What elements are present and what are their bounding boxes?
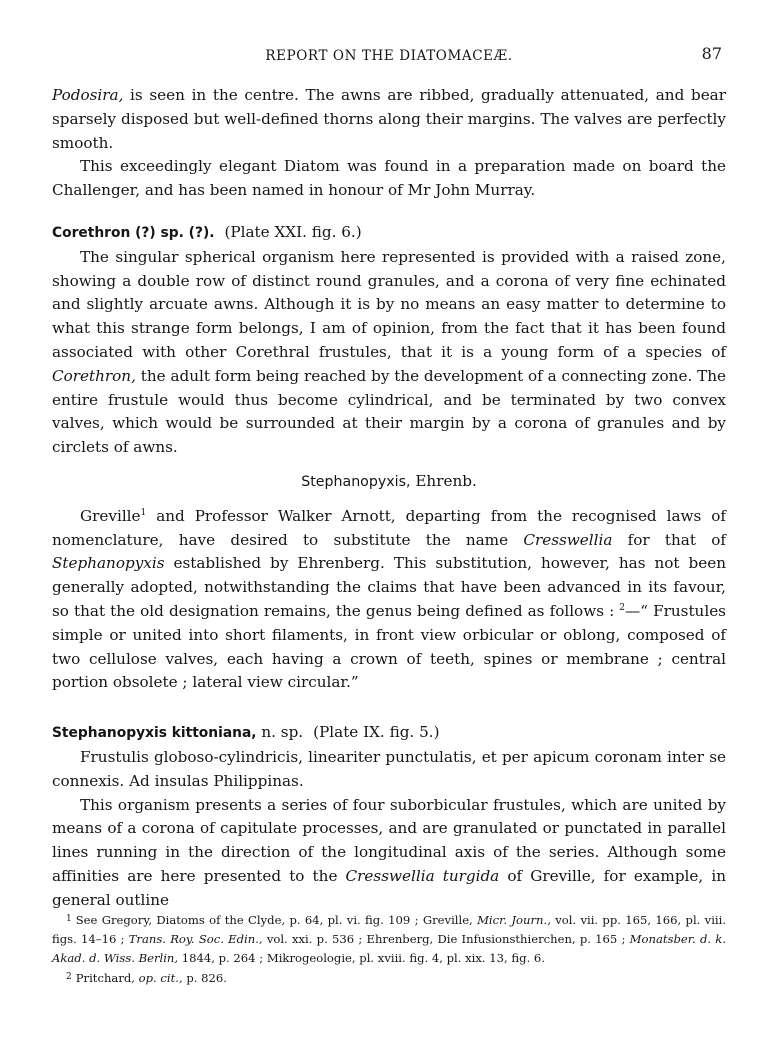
running-header [52, 44, 726, 68]
footnote-text: vol. xxi. p. 536 ; Ehrenberg, Die Infusionsthierchen, p. 165 ; [262, 932, 630, 946]
corethron-description [52, 246, 726, 460]
murray-paragraph-1 [52, 84, 726, 155]
taxon-cresswellia: Cresswellia [523, 530, 613, 549]
kittoniana-latin-diagnosis: Frustulis globoso-cylindricis, lineariter punctulatis, et per apicum coronam inter se connexis. Ad insulas Philippinas. [52, 747, 726, 790]
taxon-corethron: Corethron, [52, 366, 136, 385]
footnote-italic: Monatsber. d. k. Akad. d. Wiss. Berlin, [52, 932, 727, 965]
paragraph-text: This organism presents a series of four suborbicular frustules, which are united by means of a corona of capitulate processes, and are granulated or punctated in parallel lines running in the direction of the longitudinal axis of the series. Although some affinities are here presented to the [52, 795, 726, 885]
paragraph-text: for that of [612, 530, 726, 549]
plate-reference: (Plate XXI. fig. 6.) [224, 222, 362, 241]
footnote-italic: op. cit., [138, 971, 183, 985]
paragraph-text: established by Ehrenberg. This substitution, however, has not been generally adopted, notwithstanding the claims that have been advanced in its favour, so that the old designation remains, the genus being defined as follows : [52, 554, 726, 620]
paragraph-text: the adult form being reached by the development of a connecting zone. The entire frustule would thus become cylindrical, and be terminated by two convex valves, which would be surrounded at their margin by a corona of granules and by circlets of awns. [52, 366, 726, 457]
footnote-ref-2: 2 [619, 602, 626, 613]
footnote-ref-1: 1 [140, 507, 147, 518]
footnote-mark: 2 [66, 972, 72, 982]
species-heading-kittoniana [52, 721, 726, 746]
paragraph-text: Greville [80, 506, 141, 525]
footnotes [52, 910, 726, 988]
kittoniana-description [52, 794, 726, 913]
species-name: Stephanopyxis kittoniana, [52, 725, 257, 742]
main-text [52, 84, 726, 913]
species-suffix: n. sp. [256, 723, 304, 742]
page-number: 87 [701, 44, 722, 63]
stephanopyxis-description [52, 505, 726, 695]
taxon-stephanopyxis: Stephanopyxis [52, 554, 165, 573]
footnote-text: See Gregory, Diatoms of the Clyde, p. 64, pl. vi. fig. 109 ; Greville, [75, 913, 478, 927]
genus-author: Ehrenb. [410, 471, 477, 490]
species-heading-corethron [52, 221, 726, 246]
footnote-italic: Trans. Roy. Soc. Edin., [128, 932, 263, 946]
taxon-cresswellia-turgida: Cresswellia turgida [345, 866, 500, 885]
footnote-mark: 1 [66, 914, 72, 924]
paragraph-text: —“ Frustules simple or united into short filaments, in front view orbicular or oblong, composed of two cellulose valves, each having a crown of teeth, spines or membrane ; central portion obsolete ; lateral view circular.” [52, 601, 726, 692]
footnote-italic: Micr. Journ., [477, 913, 551, 927]
footnote-text: p. 826. [182, 971, 227, 985]
running-title: REPORT ON THE DIATOMACEÆ. [265, 48, 513, 64]
murray-paragraph-2: This exceedingly elegant Diatom was found in a preparation made on board the Challenger, and has been named in honour of Mr John Murray. [52, 157, 726, 200]
paragraph-text: The singular spherical organism here represented is provided with a raised zone, showing a double row of distinct round granules, and a corona of very fine echinated and slightly arcuate awns. Although it is by no means an easy matter to determine to what this strange form belongs, I am of opinion, from the fact that it has been found associated with other Corethral frustules, that it is a young form of a species of [52, 247, 726, 361]
footnote-text: vol. vii. pp. 165, 166, pl. viii. figs. 14–16 ; [52, 913, 727, 946]
footnote-1 [52, 910, 726, 968]
species-name: Corethron (?) sp. (?). [52, 224, 215, 241]
footnote-2 [52, 968, 726, 988]
plate-reference: (Plate IX. fig. 5.) [313, 723, 440, 742]
genus-heading-stephanopyxis [52, 470, 726, 495]
taxon-podosira: Podosira, [52, 86, 124, 104]
paragraph-text: and Professor Walker Arnott, departing from the recognised laws of nomenclature, have desired to substitute the name [52, 506, 726, 549]
footnote-text: Pritchard, [75, 971, 139, 985]
genus-name: Stephanopyxis, [301, 473, 411, 490]
footnote-text: 1844, p. 264 ; Mikrogeologie, pl. xviii. fig. 4, pl. xix. 13, fig. 6. [178, 951, 545, 965]
paragraph-text: is seen in the centre. The awns are ribbed, gradually attenuated, and bear sparsely disposed but well-defined thorns along their margins. The valves are perfectly smooth. [52, 86, 726, 152]
paragraph-text: of Greville, for example, in general outline [52, 866, 726, 909]
